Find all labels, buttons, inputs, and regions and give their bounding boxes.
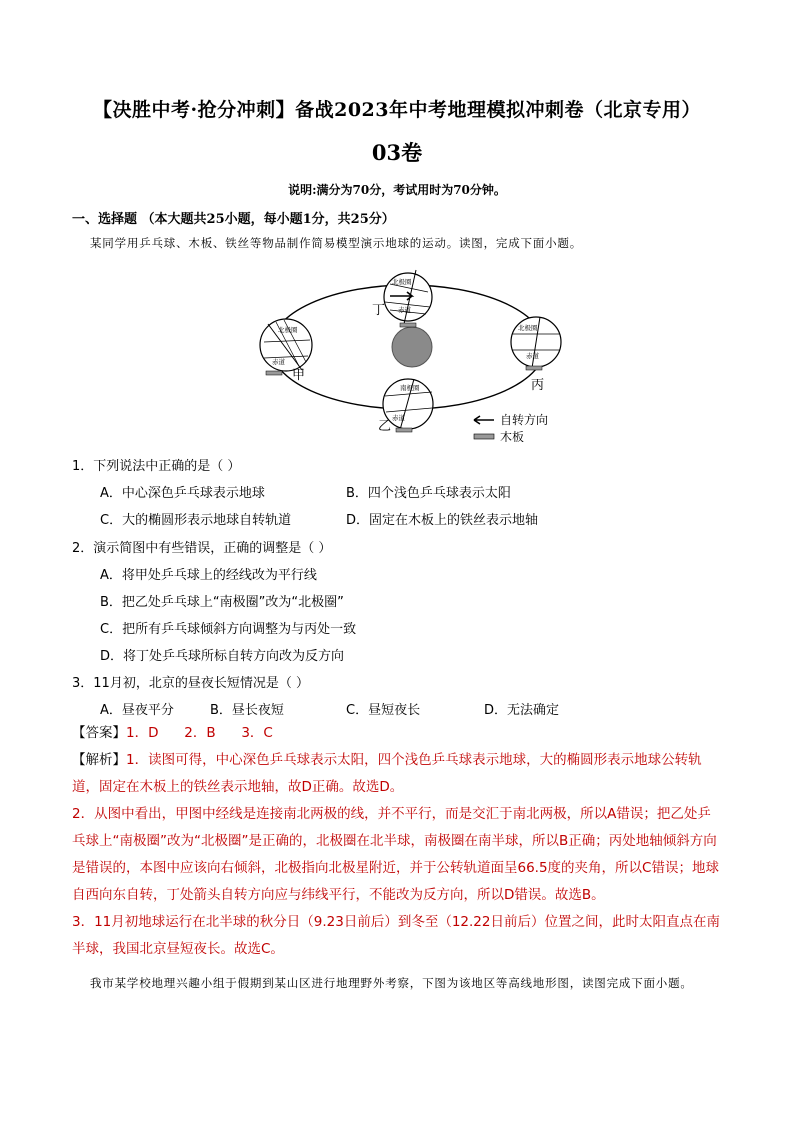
q3-option-d: D．无法确定	[484, 703, 560, 718]
next-intro: 我市某学校地理兴趣小组于假期到某山区进行地理野外考察，下图为该地区等高线地形图，读图完成下面小题。	[90, 976, 693, 990]
svg-text:赤道: 赤道	[392, 414, 405, 422]
section-heading: 一、选择题 （本大题共25小题，每小题1分，共25分）	[72, 212, 395, 227]
svg-text:赤道: 赤道	[272, 358, 285, 366]
q3-option-a: A．昼夜平分	[100, 703, 174, 718]
answer-label: 【答案】	[72, 725, 126, 741]
analysis-p3: 3．11月初地球运行在北半球的秋分日（9.23日前后）到冬至（12.22日前后）位置之间，此时太阳直点在南半球，我国北京昼短夜长。故选C。	[72, 914, 720, 957]
question-1: 1．下列说法中正确的是（ ）	[72, 459, 241, 474]
q3-option-b: B．昼长夜短	[210, 703, 284, 718]
exam-title: 【决胜中考·抢分冲刺】备战2023年中考地理模拟冲刺卷（北京专用）	[93, 99, 701, 121]
analysis-label: 【解析】	[72, 752, 126, 768]
globe-ding	[384, 270, 432, 327]
svg-text:北极圈: 北极圈	[518, 324, 538, 332]
q2-option-c: C．把所有乒乓球倾斜方向调整为与丙处一致	[100, 622, 357, 637]
svg-text:北极圈: 北极圈	[392, 278, 412, 286]
q1-option-a: A．中心深色乒乓球表示地球	[100, 486, 265, 501]
question-2: 2．演示简图中有些错误，正确的调整是（ ）	[72, 541, 332, 556]
analysis-p2: 2．从图中看出，甲图中经线是连接南北两极的线，并不平行，而是交汇于南北两极，所以A错误；把乙处乒乓球上“南极圈”改为“北极圈”是正确的，北极圈在北半球，南极圈在南半球，所以B正确；丙处地轴倾斜方向是错误的，本图中应该向右倾斜，北极指向北极星附近，并于公转轨道面呈66.5度的夹角，所以C错误；地球自西向东自转，丁处箭头自转方向应与纬线平行，不能改为反方向，所以D错误。故选B。	[72, 806, 719, 903]
question-3: 3．11月初，北京的昼夜长短情况是（ ）	[72, 676, 309, 691]
q2-option-a: A．将甲处乒乓球上的经线改为平行线	[100, 568, 317, 583]
q1-option-d: D．固定在木板上的铁丝表示地轴	[346, 513, 539, 528]
svg-text:北极圈: 北极圈	[278, 326, 298, 334]
legend	[474, 412, 548, 442]
analysis-text-1: 1．读图可得，中心深色乒乓球表示太阳，四个浅色乒乓球表示地球，大的椭圆形表示地球公转轨道，固定在木板上的铁丝表示地轴，故D正确。故选D。	[72, 752, 702, 795]
svg-text:赤道: 赤道	[398, 306, 411, 314]
label-ding: 丁	[372, 303, 386, 318]
svg-text:赤道: 赤道	[526, 352, 539, 360]
q3-option-c: C．昼短夜长	[346, 703, 421, 718]
globe-jia	[260, 319, 312, 375]
q1-option-c: C．大的椭圆形表示地球自转轨道	[100, 513, 292, 528]
exam-subtitle: 03卷	[371, 140, 423, 165]
label-yi: 乙	[378, 419, 392, 434]
q1-option-b: B．四个浅色乒乓球表示太阳	[346, 486, 511, 501]
label-jia: 甲	[292, 368, 306, 383]
exam-note: 说明:满分为70分，考试用时为70分钟。	[288, 183, 506, 197]
answer-line	[72, 720, 273, 747]
globe-bing	[511, 317, 561, 370]
earth-orbit-figure	[250, 262, 580, 442]
q2-option-d: D．将丁处乒乓球所标自转方向改为反方向	[100, 649, 345, 664]
q2-option-b: B．把乙处乒乓球上“南极圈”改为“北极圈”	[100, 595, 344, 610]
section-intro: 某同学用乒乓球、木板、铁丝等物品制作简易模型演示地球的运动。读图，完成下面小题。	[90, 236, 582, 250]
rotation-arrow-icon	[474, 416, 494, 424]
svg-text:南极圈: 南极圈	[400, 384, 420, 392]
answer-text: 1．D 2．B 3．C	[126, 725, 273, 741]
legend-rotation: 自转方向	[500, 413, 549, 427]
label-bing: 丙	[531, 378, 545, 393]
analysis-p1	[72, 747, 722, 801]
sun-ball	[392, 327, 432, 367]
legend-board: 木板	[500, 430, 525, 442]
board-icon	[474, 434, 494, 439]
